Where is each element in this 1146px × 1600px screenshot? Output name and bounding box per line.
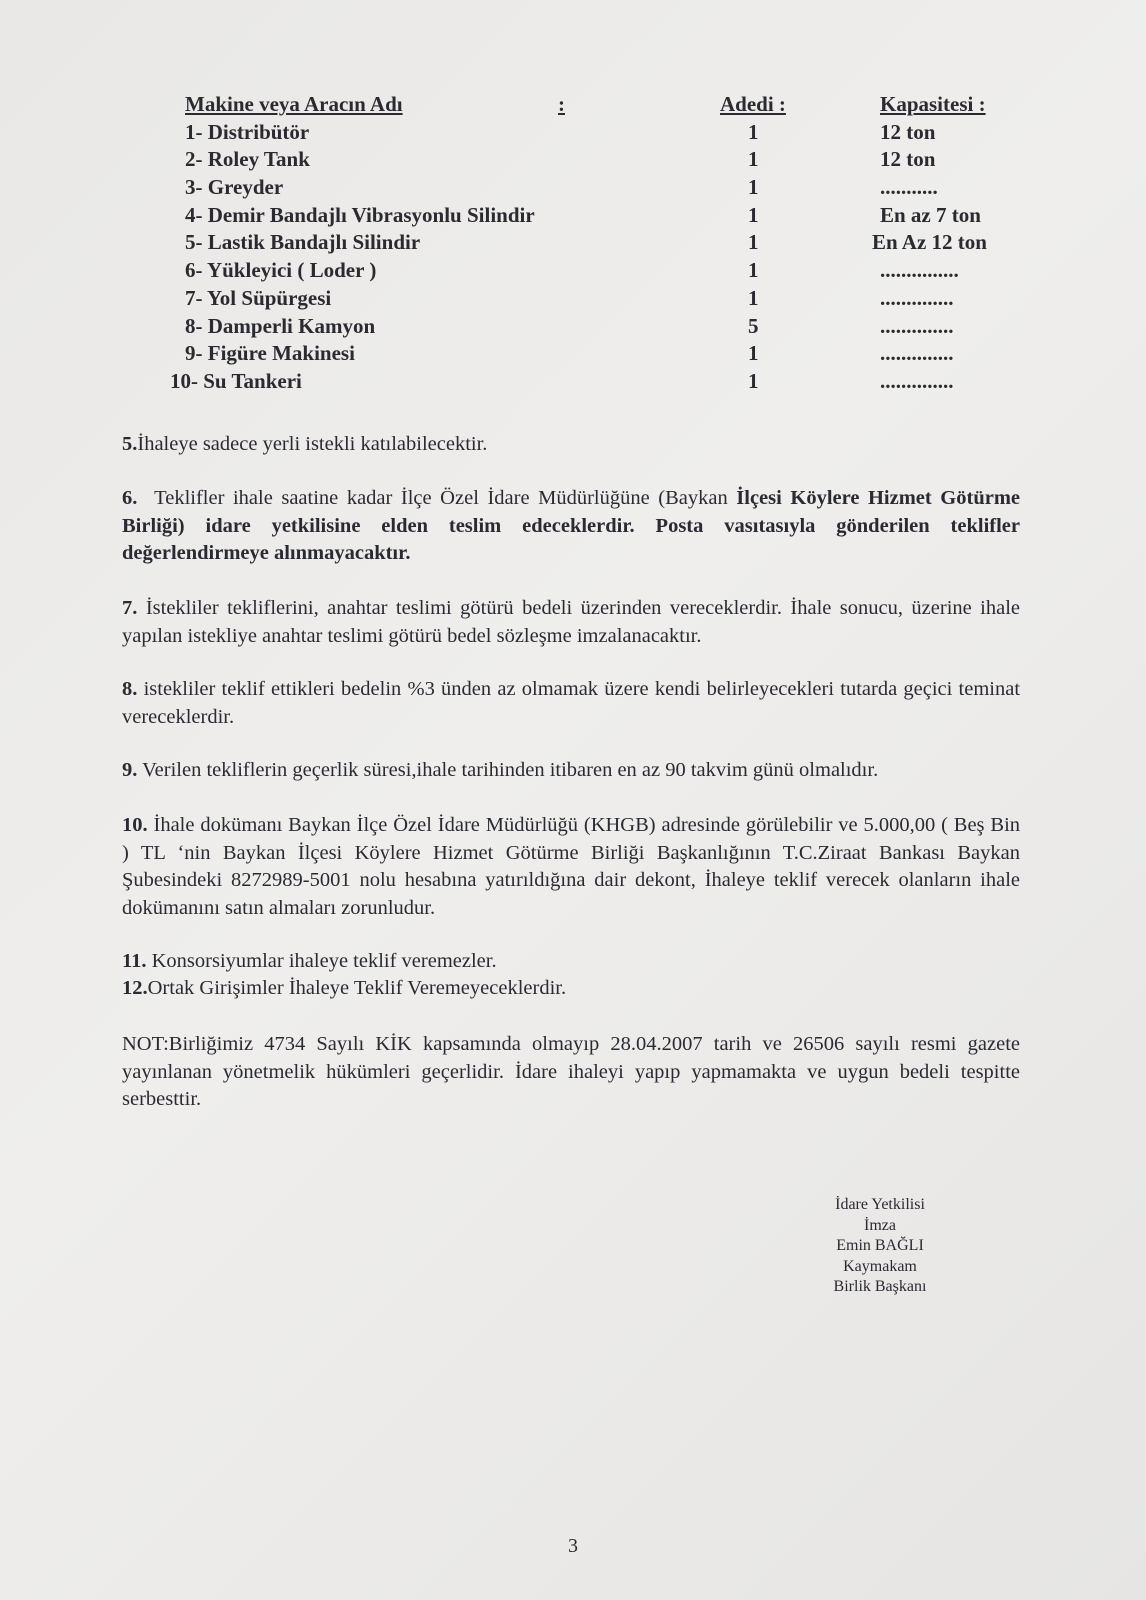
clause-12: [122, 975, 1020, 1003]
clause-6: [122, 485, 1020, 568]
machine-capacity: En Az 12 ton: [872, 230, 987, 255]
clause-text: Ortak Girişimler İhaleye Teklif Veremeyeceklerdir.: [147, 977, 567, 999]
machine-capacity: ..............: [880, 368, 954, 393]
machine-row: [0, 314, 1146, 342]
clause-text: Konsorsiyumlar ihaleye teklif veremezler.: [151, 950, 497, 972]
clause-number: 10.: [122, 814, 148, 836]
clause-text-bold: İlçesi Köylere Hizmet Götürme Birliği) idare yetkilisine elden teslim edeceklerdir. Posta vasıtasıyla gönderilen teklifler değerlendirmeye alınmayacaktır.: [122, 487, 1020, 564]
clause-number: 9.: [122, 759, 138, 781]
clause-11: [122, 948, 1020, 976]
machine-qty: 1: [748, 119, 759, 144]
machine-qty: 1: [748, 147, 759, 172]
machine-qty: 1: [748, 175, 759, 200]
clause-7: [122, 595, 1020, 650]
machine-capacity: ..............: [880, 341, 954, 366]
clause-number: 11.: [122, 950, 147, 972]
signature-imza: İmza: [864, 1216, 896, 1234]
machine-name: 6- Yükleyici ( Loder ): [185, 258, 377, 283]
machine-list: [0, 92, 1146, 397]
machine-row: [0, 203, 1146, 231]
machine-name: 1- Distribütör: [185, 119, 310, 144]
machine-row: [0, 341, 1146, 369]
clause-text: istekliler teklif ettikleri bedelin %3 ünden az olmamak üzere kendi belirleyecekleri tutarda geçici teminat vereceklerdir.: [122, 678, 1021, 728]
signature-role: Birlik Başkanı: [833, 1278, 927, 1295]
clause-text: Verilen tekliflerin geçerlik süresi,ihale tarihinden itibaren en az 90 takvim günü olmalıdır.: [142, 759, 879, 781]
machine-row: [0, 258, 1146, 286]
header-quantity: Adedi :: [720, 92, 786, 116]
machine-qty: 1: [748, 285, 759, 310]
machine-qty: 5: [748, 313, 759, 338]
machine-row: [0, 230, 1146, 258]
machine-row: [0, 147, 1146, 175]
clause-10: [122, 812, 1020, 922]
machine-capacity: 12 ton: [880, 147, 936, 172]
machine-capacity: ...........: [880, 175, 938, 200]
signature-name: Emin BAĞLI: [836, 1237, 924, 1254]
machine-row: [0, 175, 1146, 203]
machine-row: [0, 286, 1146, 314]
machine-qty: 1: [748, 230, 759, 255]
signature-position: Kaymakam: [843, 1257, 917, 1275]
clause-number: 7.: [122, 597, 138, 619]
machine-capacity: ..............: [880, 313, 954, 338]
page-number: 3: [568, 1535, 578, 1557]
machine-name: 7- Yol Süpürgesi: [185, 285, 332, 310]
clause-8: [122, 676, 1020, 731]
machine-list-header: [0, 92, 1146, 120]
machine-capacity: 12 ton: [880, 119, 936, 144]
machine-qty: 1: [748, 368, 759, 393]
machine-name: 5- Lastik Bandajlı Silindir: [185, 230, 421, 255]
clause-number: 8.: [122, 678, 138, 700]
note-paragraph: NOT:Birliğimiz 4734 Sayılı KİK kapsamında olmayıp 28.04.2007 tarih ve 26506 sayılı resmi gazete yayınlanan yönetmelik hükümleri geçerlidir. İdare ihaleyi yapıp yapmamakta ve uygun bedeli tespitte serbesttir.: [122, 1033, 1020, 1110]
header-machine-name-colon: :: [558, 92, 565, 116]
machine-name: 9- Figüre Makinesi: [185, 341, 355, 366]
clause-9: [122, 757, 1020, 785]
signature-title: İdare Yetkilisi: [835, 1196, 925, 1213]
machine-capacity: ..............: [880, 285, 954, 310]
clause-number: 6.: [122, 487, 138, 509]
machine-qty: 1: [748, 341, 759, 366]
clause-text: İstekliler tekliflerini, anahtar teslimi götürü bedeli üzerinden vereceklerdir. İhale sonucu, üzerine ihale yapılan istekliye anahtar teslimi götürü bedel sözleşme imzalanacaktır.: [122, 597, 1020, 647]
machine-row: [0, 120, 1146, 148]
clause-number: 12.: [122, 977, 148, 999]
signature-block: [800, 1195, 960, 1298]
machine-name: 4- Demir Bandajlı Vibrasyonlu Silindir: [185, 202, 535, 227]
machine-name: 2- Roley Tank: [185, 147, 310, 172]
header-capacity: Kapasitesi :: [880, 92, 986, 116]
clause-5: [122, 431, 1020, 459]
machine-name: 8- Damperli Kamyon: [185, 313, 376, 338]
clause-text: Teklifler ihale saatine kadar İlçe Özel İdare Müdürlüğüne (Baykan: [154, 487, 737, 509]
header-machine-name: Makine veya Aracın Adı: [185, 92, 403, 116]
machine-name: 10- Su Tankeri: [170, 368, 302, 393]
machine-row: [0, 369, 1146, 397]
clause-number: 5.: [122, 433, 138, 455]
machine-capacity: En az 7 ton: [880, 202, 981, 227]
machine-capacity: ...............: [880, 258, 959, 283]
machine-qty: 1: [748, 258, 759, 283]
machine-name: 3- Greyder: [185, 175, 284, 200]
clause-text: İhaleye sadece yerli istekli katılabilecektir.: [137, 433, 488, 455]
machine-qty: 1: [748, 202, 759, 227]
clause-text: İhale dokümanı Baykan İlçe Özel İdare Müdürlüğü (KHGB) adresinde görülebilir ve 5.000,00 ( Beş Bin ) TL ‘nin Baykan İlçesi Köylere Hizmet Götürme Birliği Başkanlığının T.C.Ziraat Bankası Baykan Şubesindeki 8272989-5001 nolu hesabına yatırıldığına dair dekont, İhaleye teklif verecek olanların ihale dokümanını satın almaları zorunludur.: [122, 814, 1021, 919]
